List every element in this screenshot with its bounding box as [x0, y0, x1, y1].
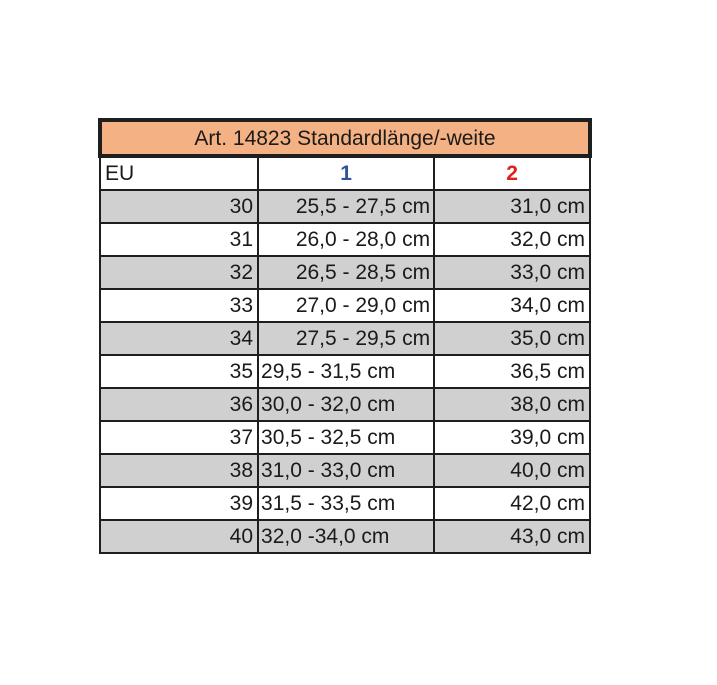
length-cell: 26,0 - 28,0 cm: [258, 223, 434, 256]
header-row: [100, 156, 590, 190]
eu-size-cell: 34: [100, 322, 258, 355]
eu-size-cell: 40: [100, 520, 258, 553]
table-row: [100, 289, 590, 322]
width-cell: 31,0 cm: [434, 190, 590, 223]
table-title: Art. 14823 Standardlänge/-weite: [100, 120, 590, 156]
length-cell: 32,0 -34,0 cm: [258, 520, 434, 553]
eu-size-cell: 36: [100, 388, 258, 421]
eu-size-cell: 31: [100, 223, 258, 256]
eu-size-cell: 33: [100, 289, 258, 322]
table-row: [100, 256, 590, 289]
title-row: [100, 120, 590, 156]
length-cell: 31,0 - 33,0 cm: [258, 454, 434, 487]
size-chart-table: [98, 118, 592, 554]
table-row: [100, 190, 590, 223]
table-row: [100, 223, 590, 256]
width-cell: 36,5 cm: [434, 355, 590, 388]
length-cell: 27,5 - 29,5 cm: [258, 322, 434, 355]
length-cell: 31,5 - 33,5 cm: [258, 487, 434, 520]
length-cell: 25,5 - 27,5 cm: [258, 190, 434, 223]
table-row: [100, 355, 590, 388]
width-cell: 34,0 cm: [434, 289, 590, 322]
eu-size-cell: 30: [100, 190, 258, 223]
width-cell: 32,0 cm: [434, 223, 590, 256]
eu-size-cell: 39: [100, 487, 258, 520]
table-row: [100, 388, 590, 421]
header-col-1: 1: [258, 156, 434, 190]
width-cell: 42,0 cm: [434, 487, 590, 520]
eu-size-cell: 37: [100, 421, 258, 454]
eu-size-cell: 38: [100, 454, 258, 487]
width-cell: 33,0 cm: [434, 256, 590, 289]
width-cell: 43,0 cm: [434, 520, 590, 553]
width-cell: 38,0 cm: [434, 388, 590, 421]
table-row: [100, 322, 590, 355]
eu-size-cell: 32: [100, 256, 258, 289]
width-cell: 40,0 cm: [434, 454, 590, 487]
length-cell: 30,0 - 32,0 cm: [258, 388, 434, 421]
table-row: [100, 421, 590, 454]
table-row: [100, 487, 590, 520]
eu-size-cell: 35: [100, 355, 258, 388]
length-cell: 27,0 - 29,0 cm: [258, 289, 434, 322]
header-col-2: 2: [434, 156, 590, 190]
length-cell: 30,5 - 32,5 cm: [258, 421, 434, 454]
length-cell: 26,5 - 28,5 cm: [258, 256, 434, 289]
table-row: [100, 454, 590, 487]
width-cell: 39,0 cm: [434, 421, 590, 454]
width-cell: 35,0 cm: [434, 322, 590, 355]
header-eu: EU: [100, 156, 258, 190]
length-cell: 29,5 - 31,5 cm: [258, 355, 434, 388]
table-row: [100, 520, 590, 553]
